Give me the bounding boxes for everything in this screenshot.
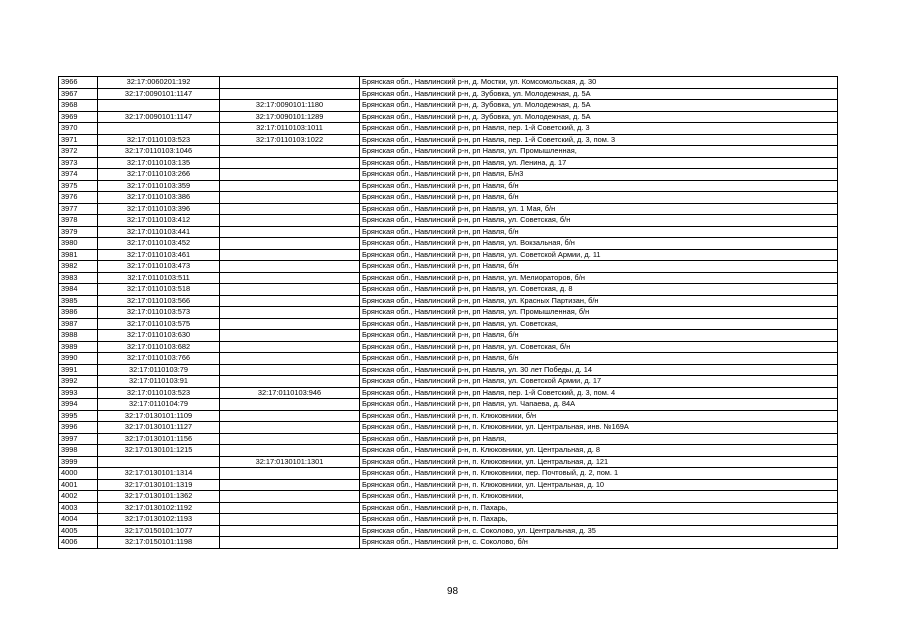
address-cell: Брянская обл., Навлинский р-н, рп Навля, ул. Советская, bbox=[360, 318, 838, 330]
address-cell: Брянская обл., Навлинский р-н, п. Клюковники, ул. Центральная, д. 8 bbox=[360, 445, 838, 457]
address-cell: Брянская обл., Навлинский р-н, рп Навля, ул. Чапаева, д. 84А bbox=[360, 399, 838, 411]
cadastral-number-cell: 32:17:0110103:91 bbox=[98, 376, 220, 388]
cadastral-number-cell: 32:17:0130101:1127 bbox=[98, 422, 220, 434]
address-cell: Брянская обл., Навлинский р-н, п. Пахарь, bbox=[360, 502, 838, 514]
related-cadastral-number-cell bbox=[220, 180, 360, 192]
row-number-cell: 3987 bbox=[59, 318, 98, 330]
table-row bbox=[59, 192, 838, 204]
table-row bbox=[59, 318, 838, 330]
table-row bbox=[59, 88, 838, 100]
address-cell: Брянская обл., Навлинский р-н, рп Навля, bbox=[360, 433, 838, 445]
row-number-cell: 3989 bbox=[59, 341, 98, 353]
row-number-cell: 3985 bbox=[59, 295, 98, 307]
related-cadastral-number-cell bbox=[220, 318, 360, 330]
cadastral-number-cell: 32:17:0110103:461 bbox=[98, 249, 220, 261]
address-cell: Брянская обл., Навлинский р-н, рп Навля, б/н bbox=[360, 192, 838, 204]
row-number-cell: 3990 bbox=[59, 353, 98, 365]
cadastral-number-cell: 32:17:0110103:518 bbox=[98, 284, 220, 296]
related-cadastral-number-cell bbox=[220, 330, 360, 342]
row-number-cell: 3996 bbox=[59, 422, 98, 434]
address-cell: Брянская обл., Навлинский р-н, д. Мостки, ул. Комсомольская, д. 30 bbox=[360, 77, 838, 89]
related-cadastral-number-cell: 32:17:0090101:1180 bbox=[220, 100, 360, 112]
cadastral-number-cell: 32:17:0150101:1077 bbox=[98, 525, 220, 537]
cadastral-number-cell: 32:17:0110103:79 bbox=[98, 364, 220, 376]
cadastral-number-cell: 32:17:0110103:766 bbox=[98, 353, 220, 365]
row-number-cell: 3999 bbox=[59, 456, 98, 468]
related-cadastral-number-cell bbox=[220, 468, 360, 480]
related-cadastral-number-cell bbox=[220, 226, 360, 238]
table-row bbox=[59, 514, 838, 526]
related-cadastral-number-cell bbox=[220, 284, 360, 296]
address-cell: Брянская обл., Навлинский р-н, п. Клюковники, bbox=[360, 491, 838, 503]
row-number-cell: 3976 bbox=[59, 192, 98, 204]
row-number-cell: 4003 bbox=[59, 502, 98, 514]
related-cadastral-number-cell bbox=[220, 433, 360, 445]
row-number-cell: 3997 bbox=[59, 433, 98, 445]
address-cell: Брянская обл., Навлинский р-н, п. Клюковники, б/н bbox=[360, 410, 838, 422]
address-cell: Брянская обл., Навлинский р-н, рп Навля, б/н bbox=[360, 261, 838, 273]
address-cell: Брянская обл., Навлинский р-н, рп Навля, ул. Вокзальная, б/н bbox=[360, 238, 838, 250]
row-number-cell: 3974 bbox=[59, 169, 98, 181]
address-cell: Брянская обл., Навлинский р-н, рп Навля, ул. Мелиораторов, б/н bbox=[360, 272, 838, 284]
row-number-cell: 3983 bbox=[59, 272, 98, 284]
address-cell: Брянская обл., Навлинский р-н, п. Клюковники, пер. Почтовый, д. 2, пом. 1 bbox=[360, 468, 838, 480]
address-cell: Брянская обл., Навлинский р-н, рп Навля, ул. 1 Мая, б/н bbox=[360, 203, 838, 215]
related-cadastral-number-cell bbox=[220, 272, 360, 284]
cadastral-number-cell: 32:17:0110103:630 bbox=[98, 330, 220, 342]
table-row bbox=[59, 364, 838, 376]
registry-table-body bbox=[59, 77, 838, 549]
cadastral-number-cell: 32:17:0110103:473 bbox=[98, 261, 220, 273]
address-cell: Брянская обл., Навлинский р-н, п. Клюковники, ул. Центральная, инв. №169А bbox=[360, 422, 838, 434]
table-row bbox=[59, 468, 838, 480]
cadastral-number-cell bbox=[98, 456, 220, 468]
table-row bbox=[59, 249, 838, 261]
related-cadastral-number-cell bbox=[220, 341, 360, 353]
row-number-cell: 3992 bbox=[59, 376, 98, 388]
table-row bbox=[59, 261, 838, 273]
table-row bbox=[59, 146, 838, 158]
table-row bbox=[59, 123, 838, 135]
related-cadastral-number-cell bbox=[220, 238, 360, 250]
row-number-cell: 3966 bbox=[59, 77, 98, 89]
cadastral-number-cell: 32:17:0090101:1147 bbox=[98, 88, 220, 100]
row-number-cell: 3991 bbox=[59, 364, 98, 376]
cadastral-number-cell: 32:17:0110103:266 bbox=[98, 169, 220, 181]
address-cell: Брянская обл., Навлинский р-н, с. Соколово, б/н bbox=[360, 537, 838, 549]
address-cell: Брянская обл., Навлинский р-н, рп Навля, ул. Советская, д. 8 bbox=[360, 284, 838, 296]
table-row bbox=[59, 433, 838, 445]
related-cadastral-number-cell bbox=[220, 422, 360, 434]
address-cell: Брянская обл., Навлинский р-н, п. Пахарь, bbox=[360, 514, 838, 526]
table-row bbox=[59, 307, 838, 319]
related-cadastral-number-cell bbox=[220, 537, 360, 549]
row-number-cell: 3995 bbox=[59, 410, 98, 422]
table-row bbox=[59, 272, 838, 284]
related-cadastral-number-cell bbox=[220, 249, 360, 261]
cadastral-number-cell: 32:17:0110103:359 bbox=[98, 180, 220, 192]
address-cell: Брянская обл., Навлинский р-н, рп Навля, ул. Промышленная, б/н bbox=[360, 307, 838, 319]
cadastral-number-cell: 32:17:0090101:1147 bbox=[98, 111, 220, 123]
related-cadastral-number-cell bbox=[220, 491, 360, 503]
table-row bbox=[59, 215, 838, 227]
table-row bbox=[59, 180, 838, 192]
address-cell: Брянская обл., Навлинский р-н, рп Навля, ул. Советская, б/н bbox=[360, 341, 838, 353]
related-cadastral-number-cell bbox=[220, 307, 360, 319]
related-cadastral-number-cell bbox=[220, 203, 360, 215]
cadastral-number-cell: 32:17:0130101:1109 bbox=[98, 410, 220, 422]
cadastral-number-cell bbox=[98, 123, 220, 135]
row-number-cell: 3981 bbox=[59, 249, 98, 261]
address-cell: Брянская обл., Навлинский р-н, д. Зубовка, ул. Молодежная, д. 5А bbox=[360, 111, 838, 123]
cadastral-number-cell: 32:17:0130101:1314 bbox=[98, 468, 220, 480]
address-cell: Брянская обл., Навлинский р-н, рп Навля, ул. Советская, б/н bbox=[360, 215, 838, 227]
related-cadastral-number-cell bbox=[220, 445, 360, 457]
cadastral-number-cell: 32:17:0110103:412 bbox=[98, 215, 220, 227]
related-cadastral-number-cell bbox=[220, 77, 360, 89]
table-row bbox=[59, 445, 838, 457]
related-cadastral-number-cell bbox=[220, 364, 360, 376]
address-cell: Брянская обл., Навлинский р-н, рп Навля, ул. Красных Партизан, б/н bbox=[360, 295, 838, 307]
related-cadastral-number-cell bbox=[220, 479, 360, 491]
cadastral-number-cell: 32:17:0150101:1198 bbox=[98, 537, 220, 549]
cadastral-number-cell: 32:17:0130101:1156 bbox=[98, 433, 220, 445]
table-row bbox=[59, 410, 838, 422]
table-row bbox=[59, 537, 838, 549]
table-row bbox=[59, 203, 838, 215]
row-number-cell: 3975 bbox=[59, 180, 98, 192]
related-cadastral-number-cell bbox=[220, 376, 360, 388]
table-row bbox=[59, 330, 838, 342]
row-number-cell: 4006 bbox=[59, 537, 98, 549]
row-number-cell: 3969 bbox=[59, 111, 98, 123]
cadastral-number-cell: 32:17:0110103:682 bbox=[98, 341, 220, 353]
related-cadastral-number-cell: 32:17:0110103:946 bbox=[220, 387, 360, 399]
table-row bbox=[59, 387, 838, 399]
address-cell: Брянская обл., Навлинский р-н, д. Зубовка, ул. Молодежная, д. 5А bbox=[360, 88, 838, 100]
cadastral-number-cell: 32:17:0110103:573 bbox=[98, 307, 220, 319]
address-cell: Брянская обл., Навлинский р-н, рп Навля, б/н bbox=[360, 330, 838, 342]
related-cadastral-number-cell: 32:17:0090101:1289 bbox=[220, 111, 360, 123]
address-cell: Брянская обл., Навлинский р-н, рп Навля, б/н bbox=[360, 226, 838, 238]
table-row bbox=[59, 238, 838, 250]
row-number-cell: 3979 bbox=[59, 226, 98, 238]
cadastral-number-cell: 32:17:0110103:386 bbox=[98, 192, 220, 204]
row-number-cell: 3984 bbox=[59, 284, 98, 296]
cadastral-number-cell: 32:17:0110103:441 bbox=[98, 226, 220, 238]
related-cadastral-number-cell bbox=[220, 146, 360, 158]
cadastral-number-cell: 32:17:0130102:1192 bbox=[98, 502, 220, 514]
related-cadastral-number-cell bbox=[220, 295, 360, 307]
cadastral-number-cell: 32:17:0110103:575 bbox=[98, 318, 220, 330]
address-cell: Брянская обл., Навлинский р-н, рп Навля, пер. 1-й Советский, д. 3 bbox=[360, 123, 838, 135]
related-cadastral-number-cell bbox=[220, 261, 360, 273]
row-number-cell: 3967 bbox=[59, 88, 98, 100]
address-cell: Брянская обл., Навлинский р-н, рп Навля, Б/н3 bbox=[360, 169, 838, 181]
table-row bbox=[59, 456, 838, 468]
related-cadastral-number-cell bbox=[220, 169, 360, 181]
related-cadastral-number-cell bbox=[220, 353, 360, 365]
row-number-cell: 4004 bbox=[59, 514, 98, 526]
address-cell: Брянская обл., Навлинский р-н, рп Навля, б/н bbox=[360, 353, 838, 365]
row-number-cell: 3973 bbox=[59, 157, 98, 169]
page-number: 98 bbox=[446, 586, 459, 597]
row-number-cell: 3971 bbox=[59, 134, 98, 146]
row-number-cell: 4002 bbox=[59, 491, 98, 503]
table-row bbox=[59, 295, 838, 307]
row-number-cell: 3970 bbox=[59, 123, 98, 135]
address-cell: Брянская обл., Навлинский р-н, п. Клюковники, ул. Центральная, д. 10 bbox=[360, 479, 838, 491]
address-cell: Брянская обл., Навлинский р-н, рп Навля, ул. Советской Армии, д. 11 bbox=[360, 249, 838, 261]
cadastral-number-cell: 32:17:0110103:135 bbox=[98, 157, 220, 169]
address-cell: Брянская обл., Навлинский р-н, д. Зубовка, ул. Молодежная, д. 5А bbox=[360, 100, 838, 112]
address-cell: Брянская обл., Навлинский р-н, п. Клюковники, ул. Центральная, д. 121 bbox=[360, 456, 838, 468]
cadastral-number-cell: 32:17:0130102:1193 bbox=[98, 514, 220, 526]
cadastral-number-cell: 32:17:0060201:192 bbox=[98, 77, 220, 89]
table-row bbox=[59, 157, 838, 169]
row-number-cell: 3972 bbox=[59, 146, 98, 158]
row-number-cell: 4005 bbox=[59, 525, 98, 537]
row-number-cell: 3977 bbox=[59, 203, 98, 215]
cadastral-number-cell: 32:17:0110103:523 bbox=[98, 387, 220, 399]
address-cell: Брянская обл., Навлинский р-н, рп Навля, ул. Ленина, д. 17 bbox=[360, 157, 838, 169]
table-row bbox=[59, 341, 838, 353]
related-cadastral-number-cell bbox=[220, 502, 360, 514]
related-cadastral-number-cell: 32:17:0110103:1022 bbox=[220, 134, 360, 146]
table-row bbox=[59, 111, 838, 123]
table-row bbox=[59, 376, 838, 388]
row-number-cell: 3982 bbox=[59, 261, 98, 273]
address-cell: Брянская обл., Навлинский р-н, рп Навля, пер. 1-й Советский, д. 3, пом. 4 bbox=[360, 387, 838, 399]
row-number-cell: 3968 bbox=[59, 100, 98, 112]
related-cadastral-number-cell bbox=[220, 514, 360, 526]
address-cell: Брянская обл., Навлинский р-н, рп Навля, ул. Советской Армии, д. 17 bbox=[360, 376, 838, 388]
table-row bbox=[59, 100, 838, 112]
row-number-cell: 3993 bbox=[59, 387, 98, 399]
related-cadastral-number-cell bbox=[220, 410, 360, 422]
cadastral-number-cell: 32:17:0110103:1046 bbox=[98, 146, 220, 158]
table-row bbox=[59, 169, 838, 181]
related-cadastral-number-cell: 32:17:0130101:1301 bbox=[220, 456, 360, 468]
related-cadastral-number-cell bbox=[220, 157, 360, 169]
row-number-cell: 3980 bbox=[59, 238, 98, 250]
row-number-cell: 4000 bbox=[59, 468, 98, 480]
related-cadastral-number-cell bbox=[220, 192, 360, 204]
row-number-cell: 3986 bbox=[59, 307, 98, 319]
address-cell: Брянская обл., Навлинский р-н, рп Навля, пер. 1-й Советский, д. 3, пом. 3 bbox=[360, 134, 838, 146]
cadastral-number-cell: 32:17:0110103:396 bbox=[98, 203, 220, 215]
address-cell: Брянская обл., Навлинский р-н, с. Соколово, ул. Центральная, д. 35 bbox=[360, 525, 838, 537]
table-row bbox=[59, 399, 838, 411]
address-cell: Брянская обл., Навлинский р-н, рп Навля, ул. Промышленная, bbox=[360, 146, 838, 158]
table-row bbox=[59, 491, 838, 503]
related-cadastral-number-cell: 32:17:0110103:1011 bbox=[220, 123, 360, 135]
table-row bbox=[59, 353, 838, 365]
property-registry-table bbox=[58, 76, 838, 549]
row-number-cell: 3978 bbox=[59, 215, 98, 227]
table-row bbox=[59, 422, 838, 434]
cadastral-number-cell: 32:17:0130101:1319 bbox=[98, 479, 220, 491]
address-cell: Брянская обл., Навлинский р-н, рп Навля, ул. 30 лет Победы, д. 14 bbox=[360, 364, 838, 376]
row-number-cell: 3998 bbox=[59, 445, 98, 457]
table-row bbox=[59, 77, 838, 89]
related-cadastral-number-cell bbox=[220, 525, 360, 537]
row-number-cell: 3994 bbox=[59, 399, 98, 411]
cadastral-number-cell: 32:17:0130101:1362 bbox=[98, 491, 220, 503]
table-row bbox=[59, 226, 838, 238]
row-number-cell: 3988 bbox=[59, 330, 98, 342]
cadastral-number-cell: 32:17:0110103:452 bbox=[98, 238, 220, 250]
row-number-cell: 4001 bbox=[59, 479, 98, 491]
table-row bbox=[59, 134, 838, 146]
related-cadastral-number-cell bbox=[220, 88, 360, 100]
address-cell: Брянская обл., Навлинский р-н, рп Навля, б/н bbox=[360, 180, 838, 192]
related-cadastral-number-cell bbox=[220, 399, 360, 411]
cadastral-number-cell: 32:17:0110104:79 bbox=[98, 399, 220, 411]
table-row bbox=[59, 284, 838, 296]
cadastral-number-cell: 32:17:0110103:523 bbox=[98, 134, 220, 146]
table-row bbox=[59, 525, 838, 537]
cadastral-number-cell: 32:17:0130101:1215 bbox=[98, 445, 220, 457]
table-row bbox=[59, 502, 838, 514]
cadastral-number-cell: 32:17:0110103:511 bbox=[98, 272, 220, 284]
table-row bbox=[59, 479, 838, 491]
related-cadastral-number-cell bbox=[220, 215, 360, 227]
cadastral-number-cell: 32:17:0110103:566 bbox=[98, 295, 220, 307]
cadastral-number-cell bbox=[98, 100, 220, 112]
